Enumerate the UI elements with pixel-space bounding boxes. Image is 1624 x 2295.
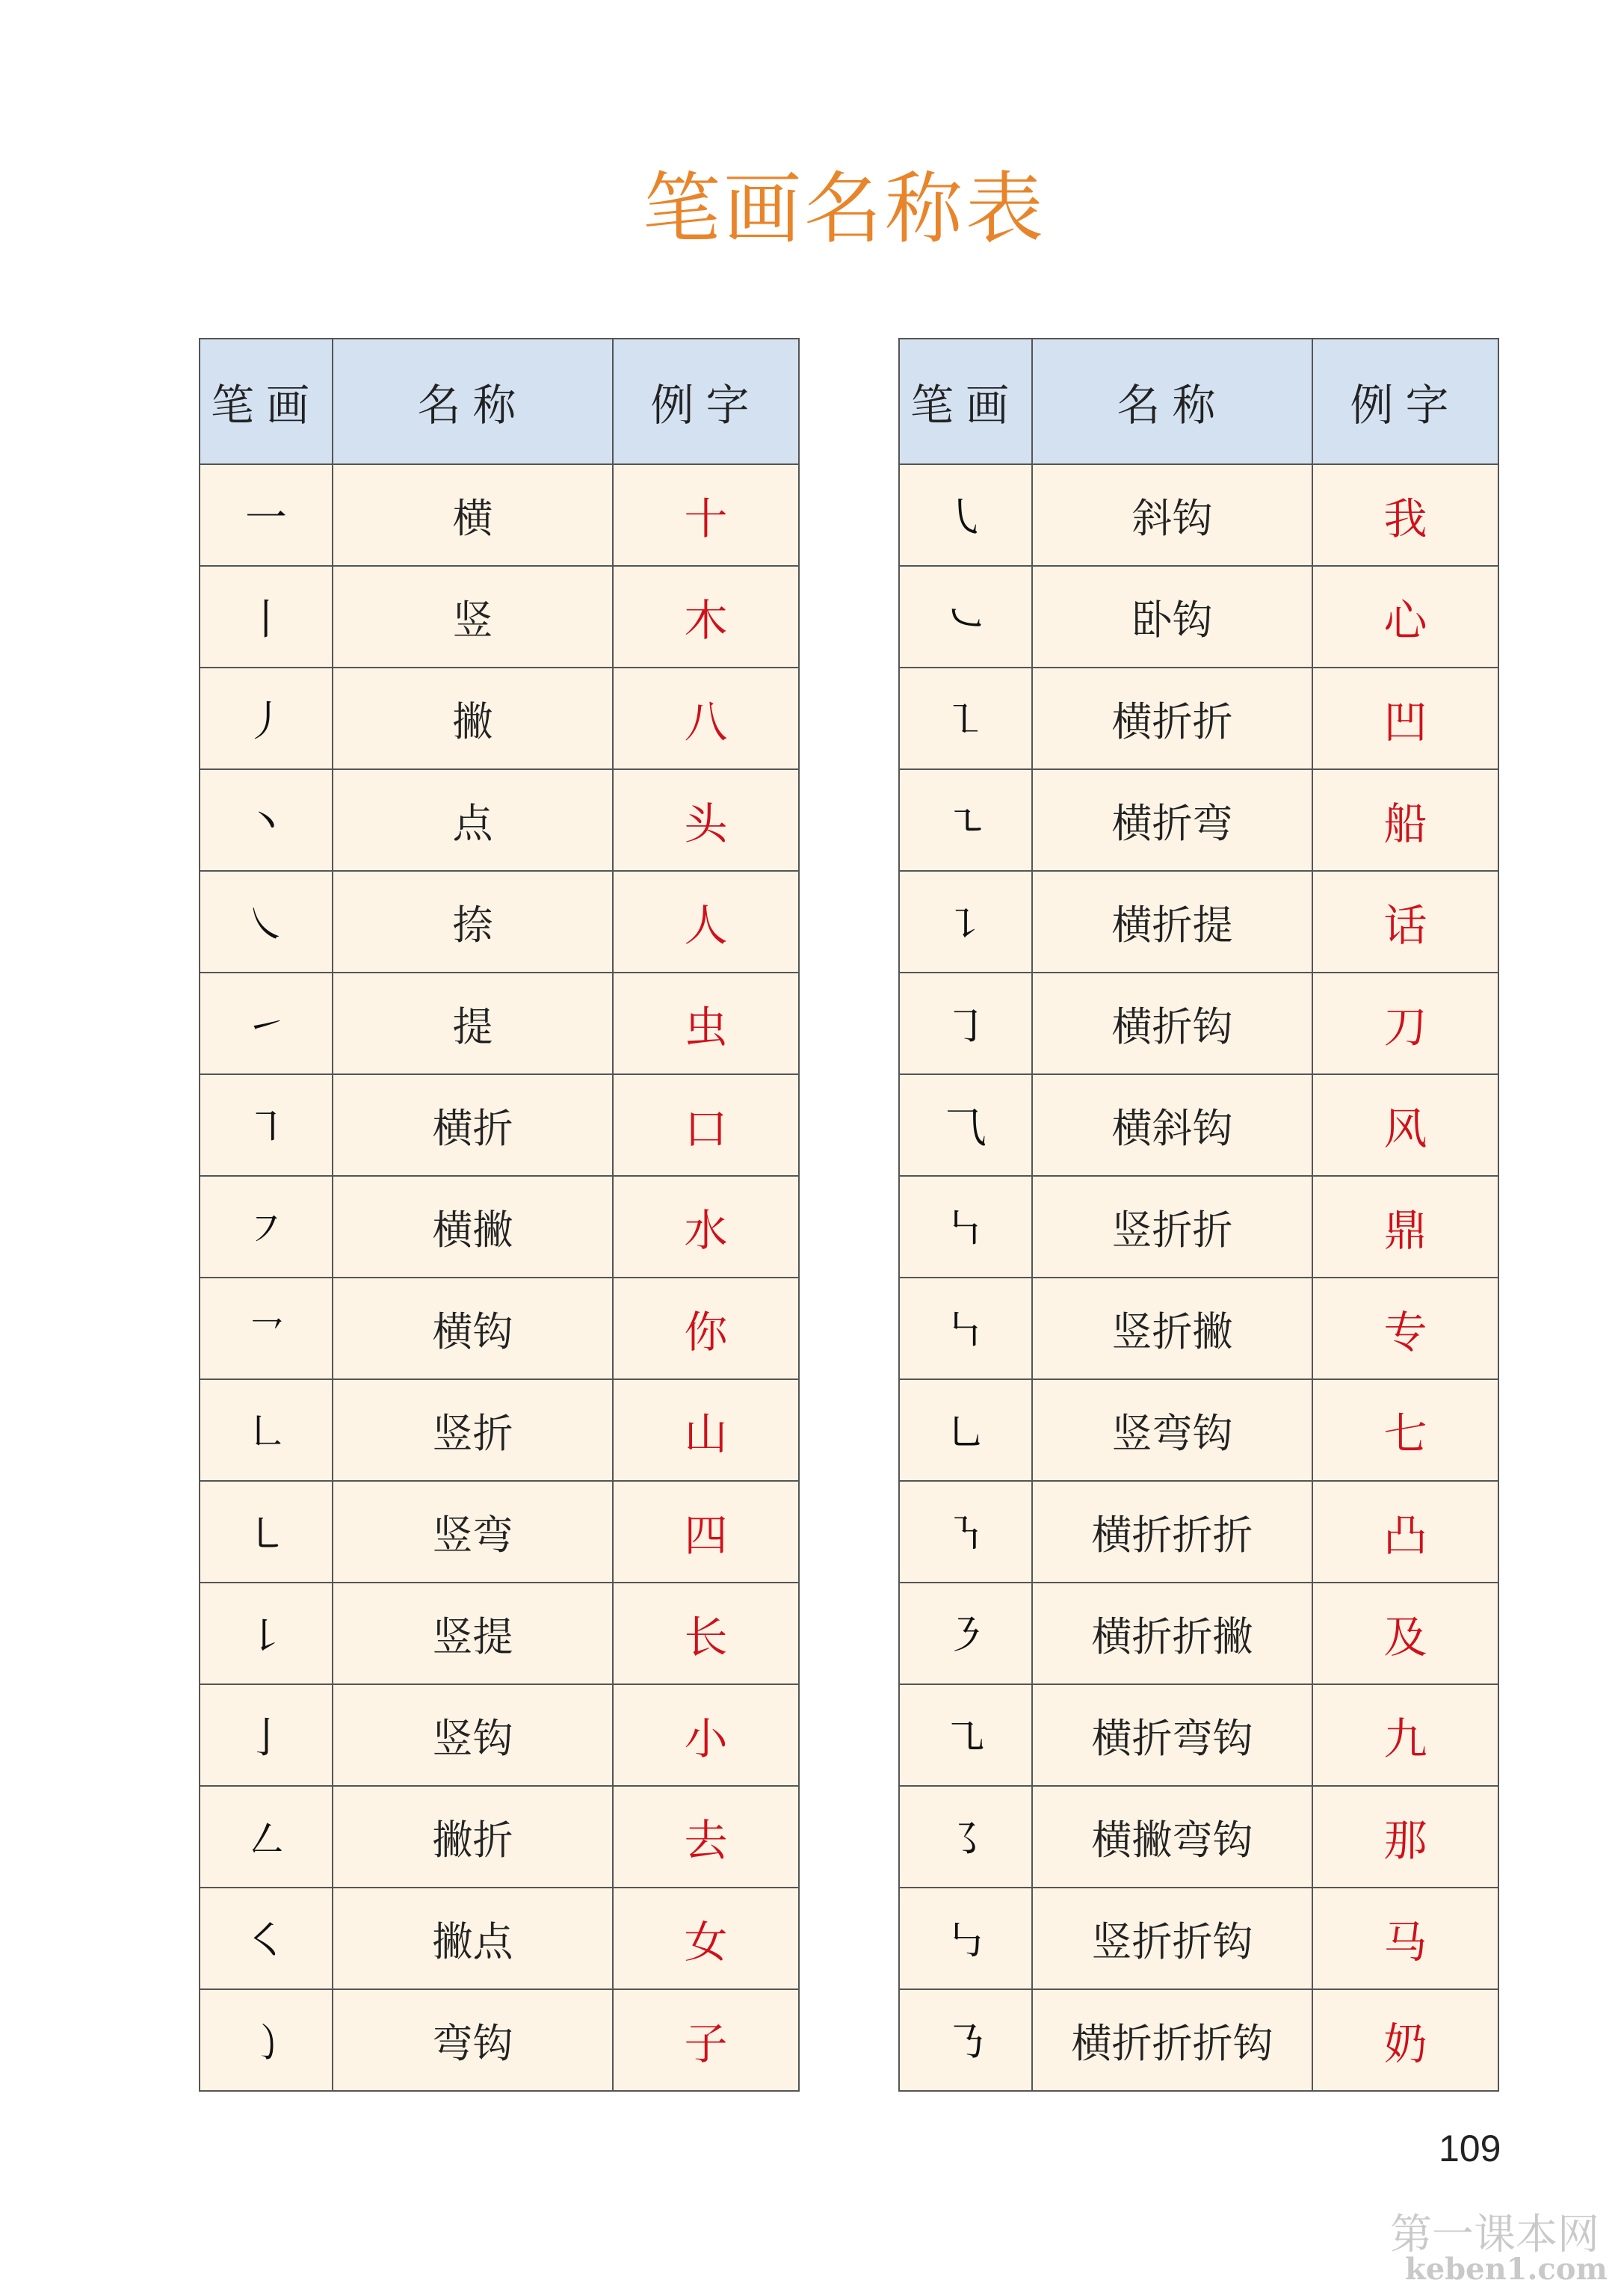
stroke-cell: 丿 [200, 668, 333, 769]
header-stroke: 笔画 [200, 339, 333, 464]
table-row [200, 566, 799, 668]
stroke-name-cell: 竖提 [333, 1583, 613, 1684]
stroke-name-cell: 横折 [333, 1074, 613, 1176]
header-row [899, 339, 1498, 464]
header-name: 名称 [333, 339, 613, 464]
table-row [200, 1989, 799, 2091]
example-char-cell: 凸 [1312, 1481, 1498, 1583]
table-row [899, 566, 1498, 668]
example-char-cell: 话 [1312, 871, 1498, 973]
stroke-name-cell: 横折钩 [1032, 973, 1312, 1074]
stroke-name-cell: 竖钩 [333, 1684, 613, 1786]
stroke-cell: ㇙ [200, 1583, 333, 1684]
stroke-cell: ㇗ [200, 1379, 333, 1481]
watermark-url: keben1.com [1405, 2252, 1608, 2287]
stroke-cell: ㇏ [200, 871, 333, 973]
table-row [200, 1786, 799, 1888]
stroke-name-cell: 横折弯 [1032, 769, 1312, 871]
header-example: 例字 [1312, 339, 1498, 464]
example-char-cell: 长 [613, 1583, 799, 1684]
stroke-cell: ㇕ [200, 1074, 333, 1176]
example-char-cell: 奶 [1312, 1989, 1498, 2091]
example-char-cell: 木 [613, 566, 799, 668]
example-char-cell: 我 [1312, 464, 1498, 566]
example-char-cell: 鼎 [1312, 1176, 1498, 1278]
stroke-cell: ㇁ [200, 1989, 333, 2091]
table-row [200, 1888, 799, 1989]
table-row [200, 1074, 799, 1176]
stroke-cell: ㇖ [200, 1278, 333, 1379]
stroke-cell: ㇇ [200, 1176, 333, 1278]
stroke-name-cell: 竖折撇 [1032, 1278, 1312, 1379]
stroke-cell: ㇅ [899, 668, 1032, 769]
table-row [200, 1278, 799, 1379]
example-char-cell: 山 [613, 1379, 799, 1481]
stroke-name-cell: 横斜钩 [1032, 1074, 1312, 1176]
stroke-cell: ㇆ [899, 973, 1032, 1074]
stroke-table-left [199, 338, 800, 2092]
stroke-cell: ㇀ [200, 973, 333, 1074]
stroke-table-right [898, 338, 1499, 2092]
example-char-cell: 口 [613, 1074, 799, 1176]
table-row [899, 1989, 1498, 2091]
stroke-name-cell: 竖弯 [333, 1481, 613, 1583]
stroke-name-cell: 横折提 [1032, 871, 1312, 973]
stroke-name-cell: 提 [333, 973, 613, 1074]
example-char-cell: 专 [1312, 1278, 1498, 1379]
stroke-name-cell: 横折折撇 [1032, 1583, 1312, 1684]
stroke-name-cell: 横折折折 [1032, 1481, 1312, 1583]
example-char-cell: 船 [1312, 769, 1498, 871]
stroke-cell: ㇎ [899, 1481, 1032, 1583]
header-example: 例字 [613, 339, 799, 464]
table-row [899, 464, 1498, 566]
table-row [899, 1786, 1498, 1888]
stroke-name-cell: 横折折 [1032, 668, 1312, 769]
example-char-cell: 子 [613, 1989, 799, 2091]
stroke-name-cell: 斜钩 [1032, 464, 1312, 566]
stroke-name-cell: 竖折折 [1032, 1176, 1312, 1278]
example-char-cell: 八 [613, 668, 799, 769]
stroke-name-cell: 横 [333, 464, 613, 566]
stroke-name-cell: 横折折折钩 [1032, 1989, 1312, 2091]
example-char-cell: 风 [1312, 1074, 1498, 1176]
example-char-cell: 你 [613, 1278, 799, 1379]
stroke-cell: ㇉ [899, 1888, 1032, 1989]
table-row [899, 1583, 1498, 1684]
example-char-cell: 及 [1312, 1583, 1498, 1684]
stroke-cell: ㇜ [200, 1786, 333, 1888]
table-row [899, 1278, 1498, 1379]
stroke-cell: ㇊ [899, 871, 1032, 973]
table-row [200, 1684, 799, 1786]
stroke-cell: ㇋ [899, 1583, 1032, 1684]
stroke-name-cell: 竖 [333, 566, 613, 668]
stroke-name-cell: 撇 [333, 668, 613, 769]
stroke-cell: 亅 [200, 1684, 333, 1786]
stroke-cell: ㇂ [899, 464, 1032, 566]
example-char-cell: 九 [1312, 1684, 1498, 1786]
stroke-name-cell: 横撇弯钩 [1032, 1786, 1312, 1888]
stroke-cell: 丶 [200, 769, 333, 871]
stroke-name-cell: 竖弯钩 [1032, 1379, 1312, 1481]
example-char-cell: 那 [1312, 1786, 1498, 1888]
table-row [899, 1888, 1498, 1989]
stroke-name-cell: 卧钩 [1032, 566, 1312, 668]
example-char-cell: 小 [613, 1684, 799, 1786]
stroke-name-cell: 横撇 [333, 1176, 613, 1278]
table-row [899, 1481, 1498, 1583]
header-stroke: 笔画 [899, 339, 1032, 464]
example-char-cell: 刀 [1312, 973, 1498, 1074]
header-name: 名称 [1032, 339, 1312, 464]
table-row [200, 769, 799, 871]
table-row [200, 1176, 799, 1278]
table-row [899, 871, 1498, 973]
table-row [899, 973, 1498, 1074]
example-char-cell: 人 [613, 871, 799, 973]
stroke-cell: ㇞ [899, 1278, 1032, 1379]
example-char-cell: 去 [613, 1786, 799, 1888]
stroke-name-cell: 点 [333, 769, 613, 871]
stroke-name-cell: 横钩 [333, 1278, 613, 1379]
example-char-cell: 女 [613, 1888, 799, 1989]
table-row [899, 769, 1498, 871]
stroke-name-cell: 撇点 [333, 1888, 613, 1989]
stroke-cell: ㇄ [200, 1481, 333, 1583]
stroke-name-cell: 横折弯钩 [1032, 1684, 1312, 1786]
example-char-cell: 四 [613, 1481, 799, 1583]
stroke-cell: ㇟ [899, 1379, 1032, 1481]
stroke-cell: ㇞ [899, 1176, 1032, 1278]
table-row [899, 1379, 1498, 1481]
stroke-cell: 丨 [200, 566, 333, 668]
table-row [899, 1074, 1498, 1176]
stroke-cell: ㇌ [899, 1786, 1032, 1888]
example-char-cell: 头 [613, 769, 799, 871]
stroke-cell: ㇛ [200, 1888, 333, 1989]
table-row [200, 1481, 799, 1583]
table-row [200, 1583, 799, 1684]
table-row [200, 464, 799, 566]
page-number: 109 [1439, 2128, 1501, 2169]
page-title: 笔画名称表 [642, 163, 1046, 254]
example-char-cell: 七 [1312, 1379, 1498, 1481]
stroke-cell: ㇍ [899, 769, 1032, 871]
table-row [899, 668, 1498, 769]
example-char-cell: 凹 [1312, 668, 1498, 769]
table-row [200, 668, 799, 769]
table-row [200, 871, 799, 973]
example-char-cell: 水 [613, 1176, 799, 1278]
stroke-name-cell: 竖折折钩 [1032, 1888, 1312, 1989]
stroke-name-cell: 捺 [333, 871, 613, 973]
stroke-cell: ㇃ [899, 566, 1032, 668]
watermark-text: 第一课本网 [1390, 2211, 1599, 2259]
stroke-name-cell: 竖折 [333, 1379, 613, 1481]
header-row [200, 339, 799, 464]
table-row [899, 1684, 1498, 1786]
stroke-cell: ㇡ [899, 1989, 1032, 2091]
stroke-name-cell: 弯钩 [333, 1989, 613, 2091]
example-char-cell: 马 [1312, 1888, 1498, 1989]
table-row [200, 1379, 799, 1481]
stroke-cell: ㇈ [899, 1684, 1032, 1786]
example-char-cell: 虫 [613, 973, 799, 1074]
table-row [899, 1176, 1498, 1278]
table-row [200, 973, 799, 1074]
stroke-name-cell: 撇折 [333, 1786, 613, 1888]
example-char-cell: 心 [1312, 566, 1498, 668]
stroke-cell: 一 [200, 464, 333, 566]
example-char-cell: 十 [613, 464, 799, 566]
stroke-cell: ⺄ [899, 1074, 1032, 1176]
